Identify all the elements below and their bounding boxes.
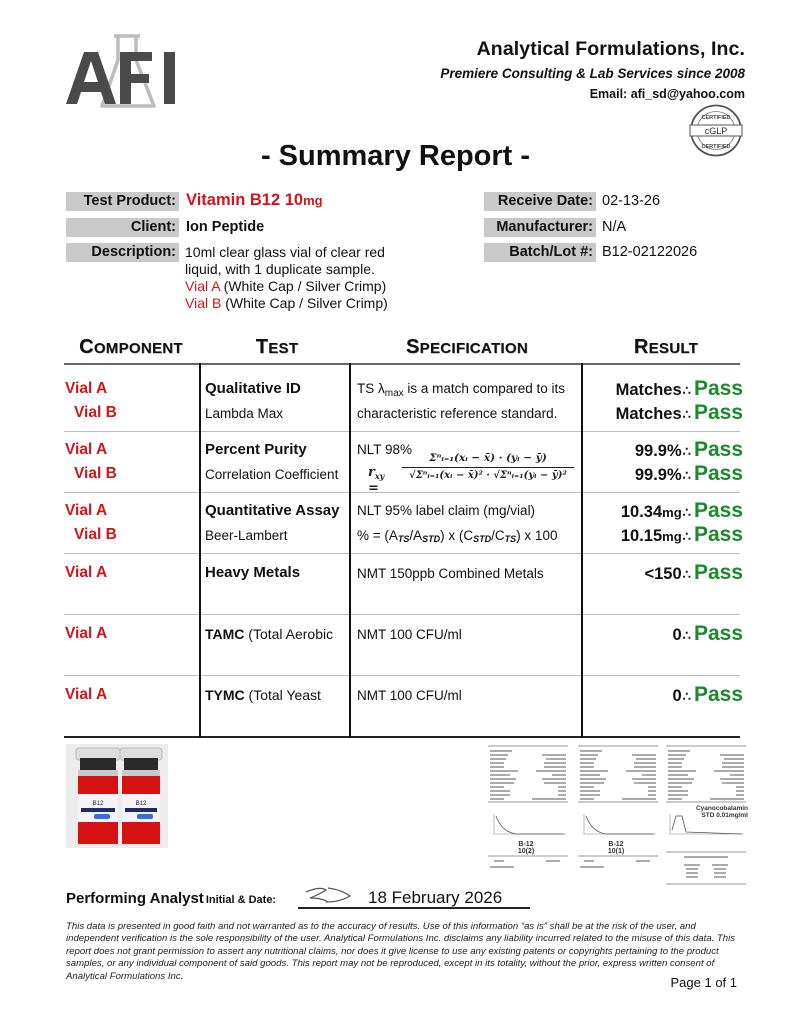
pass-status: Pass [693, 523, 743, 546]
manufacturer-value: N/A [602, 219, 627, 235]
svg-text:STD 0.01mg/ml: STD 0.01mg/ml [701, 812, 748, 819]
sample-vials-photo [66, 744, 168, 848]
test-name: TYMC (Total Yeast [205, 687, 321, 703]
specification-line: NLT 95% label claim (mg/vial) [357, 503, 536, 518]
svg-text:Cyanocobalamin: Cyanocobalamin [695, 805, 748, 812]
svg-text:B-12: B-12 [518, 841, 534, 848]
result-vial-b: Matches∴ Pass [615, 401, 743, 424]
svg-text:10(1): 10(1) [607, 848, 625, 855]
afi-logo [64, 30, 189, 112]
pass-status: Pass [693, 499, 743, 522]
result-vial-a: 99.9%∴ Pass [634, 438, 743, 461]
table-header-rule [64, 363, 740, 365]
spectrum-printout-std [666, 746, 748, 884]
description-line: 10ml clear glass vial of clear red [185, 244, 385, 260]
column-divider [199, 363, 201, 738]
analyst-signature-icon [302, 884, 354, 906]
test-product-unit: mg [303, 193, 323, 208]
description-value [185, 244, 388, 311]
disclaimer-text: This data is presented in good faith and not warranted as to the accuracy of results. Use of this information “as is” shall be at the risk of the user, and independent verification is the sole responsibility of the user. Analytical Formulations Inc. disclaims any liability incurred related to the misuse of this data. This report does not grant permission to assert any nutritional claims, nor does it give license to use any existing patents or copyrights pertaining to the product samples, or any individual component of said goods. This report may not be reproduced, except in its totality, without the prior, express written consent of Analytical Formulations Inc. [66, 921, 736, 982]
svg-text:B-12: B-12 [608, 841, 624, 848]
manufacturer-label: Manufacturer: [484, 218, 596, 237]
specification-line: NMT 100 CFU/ml [357, 627, 462, 642]
column-divider [349, 363, 351, 738]
row-divider [64, 675, 740, 676]
test-name: TAMC (Total Aerobic [205, 626, 334, 642]
specification-line: NMT 150ppb Combined Metals [357, 566, 544, 581]
component-vial-a: Vial A [65, 502, 108, 519]
result-vial-a: <150∴ Pass [644, 561, 743, 584]
client-value: Ion Peptide [186, 219, 265, 235]
column-divider [581, 363, 583, 738]
component-vial-a: Vial A [65, 625, 108, 642]
svg-text:CERTIFIED: CERTIFIED [701, 144, 731, 150]
flask-logo-icon [64, 30, 189, 112]
column-header-specification: SPECIFICATION [406, 336, 528, 358]
specification-line: NMT 100 CFU/ml [357, 688, 462, 703]
svg-text:cGLP: cGLP [704, 126, 728, 136]
signature-line [298, 907, 530, 909]
test-name: Quantitative Assay [205, 502, 340, 519]
spectrum-printout-2 [578, 746, 658, 868]
description-label: Description: [66, 243, 179, 262]
spectrum-printout-1 [488, 746, 568, 868]
result-vial-b: 10.15mg∴ Pass [620, 523, 743, 546]
vial-a-description: Vial A (White Cap / Silver Crimp) [185, 278, 387, 294]
component-vial-a: Vial A [65, 380, 108, 397]
test-method: Beer-Lambert [205, 528, 288, 543]
test-product-value [186, 191, 323, 210]
row-divider [64, 431, 740, 432]
page-title: - Summary Report - [260, 140, 531, 172]
client-label: Client: [66, 218, 179, 237]
batch-lot-label: Batch/Lot #: [484, 243, 596, 262]
result-vial-a: 10.34mg∴ Pass [620, 499, 743, 522]
row-divider [64, 553, 740, 554]
pass-status: Pass [693, 401, 743, 424]
row-divider [64, 492, 740, 493]
company-tagline: Premiere Consulting & Lab Services since 2008 [440, 66, 745, 81]
company-name: Analytical Formulations, Inc. [476, 38, 745, 60]
pass-status: Pass [693, 683, 743, 706]
component-vial-b: Vial B [74, 465, 117, 482]
table-bottom-rule [64, 736, 740, 738]
batch-lot-value: B12-02122026 [602, 244, 698, 260]
uv-spectra-printouts [486, 744, 748, 888]
specification-line: TS $\lambda_{max}$ is a match compared to its [357, 381, 565, 399]
svg-text:CERTIFIED: CERTIFIED [701, 115, 731, 121]
svg-text:B12: B12 [135, 801, 147, 807]
company-email: Email: afi_sd@yahoo.com [589, 87, 745, 101]
svg-text:B12: B12 [92, 801, 104, 807]
receive-date-value: 02-13-26 [602, 193, 661, 209]
column-header-result: RESULT [633, 336, 699, 358]
company-block [440, 38, 745, 101]
pass-status: Pass [693, 622, 743, 645]
receive-date-label: Receive Date: [484, 192, 596, 211]
result-vial-a: 0∴ Pass [672, 683, 743, 706]
component-vial-b: Vial B [74, 404, 117, 421]
test-name: Heavy Metals [205, 564, 301, 581]
test-name: Qualitative ID [205, 380, 301, 397]
component-vial-a: Vial A [65, 686, 108, 703]
pass-status: Pass [693, 561, 743, 584]
result-vial-a: Matches∴ Pass [615, 377, 743, 400]
result-vial-a: 0∴ Pass [672, 622, 743, 645]
beer-lambert-formula: % = (ATS/ASTD) x (CSTD/CTS) x 100 [357, 528, 558, 544]
component-vial-a: Vial A [65, 564, 108, 581]
specification-line: characteristic reference standard. [357, 406, 558, 421]
result-vial-b: 99.9%∴ Pass [634, 462, 743, 485]
performing-analyst-label: Performing Analyst Initial & Date: [66, 890, 277, 907]
pass-status: Pass [693, 377, 743, 400]
pass-status: Pass [693, 462, 743, 485]
test-method: Correlation Coefficient [205, 467, 339, 482]
page-number: Page 1 of 1 [670, 975, 737, 990]
component-vial-b: Vial B [74, 526, 117, 543]
test-product-label: Test Product: [66, 192, 179, 211]
svg-text:10(2): 10(2) [517, 848, 535, 855]
test-product-name: Vitamin B12 10 [186, 191, 304, 209]
row-divider [64, 614, 740, 615]
test-method: Lambda Max [205, 406, 284, 421]
test-name: Percent Purity [205, 441, 307, 458]
column-header-component: COMPONENT [79, 336, 183, 358]
initial-date-label: Initial & Date: [205, 894, 277, 906]
specification-line: NLT 98% [357, 442, 413, 457]
column-header-test: TEST [255, 336, 299, 358]
sign-date: 18 February 2026 [368, 888, 503, 907]
pass-status: Pass [693, 438, 743, 461]
description-line: liquid, with 1 duplicate sample. [185, 260, 375, 277]
component-vial-a: Vial A [65, 441, 108, 458]
vial-b-description: Vial B (White Cap / Silver Crimp) [185, 294, 388, 311]
